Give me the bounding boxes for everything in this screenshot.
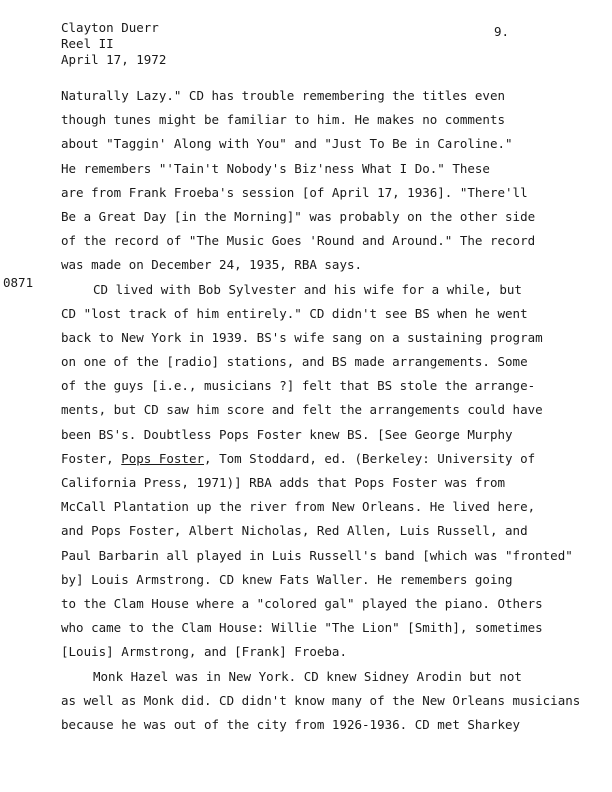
text-line: ments, but CD saw him score and felt the arrangements could have — [61, 402, 543, 418]
text-line — [61, 447, 612, 471]
text-line: to the Clam House where a "colored gal" played the piano. Others — [61, 595, 543, 611]
interviewee-name: Clayton Duerr — [61, 20, 159, 35]
page-number: 9. — [494, 24, 510, 39]
text-line: was made on December 24, 1935, RBA says. — [61, 257, 363, 273]
reel-label: Reel II — [61, 36, 114, 51]
text-line: about "Taggin' Along with You" and "Just To Be in Caroline." — [61, 136, 513, 152]
text-line: California Press, 1971)] RBA adds that Pops Foster was from — [61, 475, 506, 490]
tape-counter-marker: 0871 — [3, 275, 34, 290]
text-line: though tunes might be familiar to him. He makes no comments — [61, 112, 506, 128]
text-line: He remembers "'Tain't Nobody's Biz'ness What I Do." These — [61, 160, 490, 176]
text-line: CD "lost track of him entirely." CD didn't see BS when he went — [61, 305, 528, 321]
text-line: CD lived with Bob Sylvester and his wife for a while, but — [93, 281, 522, 297]
text-segment: , Tom Stoddard, ed. (Berkeley: University of — [204, 450, 536, 466]
text-line: of the guys [i.e., musicians ?] felt that BS stole the arrange- — [61, 378, 536, 394]
book-title-underlined: Pops Foster — [121, 450, 205, 466]
interview-date: April 17, 1972 — [61, 52, 167, 67]
text-line: [Louis] Armstrong, and [Frank] Froeba. — [61, 644, 347, 660]
page-header — [61, 20, 166, 68]
text-segment: Foster, — [61, 450, 122, 466]
transcript-body — [61, 84, 612, 737]
text-line: been BS's. Doubtless Pops Foster knew BS. [See George Murphy — [61, 426, 513, 442]
text-line: Paul Barbarin all played in Luis Russell's band [which was "fronted" — [61, 547, 573, 563]
text-line: back to New York in 1939. BS's wife sang on a sustaining program — [61, 329, 543, 345]
text-line: Naturally Lazy." CD has trouble remembering the titles even — [61, 88, 506, 103]
text-line: of the record of "The Music Goes 'Round and Around." The record — [61, 233, 536, 249]
text-line: Monk Hazel was in New York. CD knew Sidney Arodin but not — [93, 668, 522, 684]
text-line: McCall Plantation up the river from New Orleans. He lived here, — [61, 499, 536, 515]
text-line: Be a Great Day [in the Morning]" was probably on the other side — [61, 208, 536, 224]
text-line: as well as Monk did. CD didn't know many of the New Orleans musicians — [61, 692, 581, 708]
text-line: who came to the Clam House: Willie "The Lion" [Smith], sometimes — [61, 620, 543, 636]
text-line: by] Louis Armstrong. CD knew Fats Waller. He remembers going — [61, 571, 513, 587]
text-line: and Pops Foster, Albert Nicholas, Red Allen, Luis Russell, and — [61, 523, 528, 539]
text-line: are from Frank Froeba's session [of April 17, 1936]. "There'll — [61, 184, 528, 200]
text-line: because he was out of the city from 1926-1936. CD met Sharkey — [61, 716, 521, 732]
text-line: on one of the [radio] stations, and BS made arrangements. Some — [61, 354, 528, 370]
